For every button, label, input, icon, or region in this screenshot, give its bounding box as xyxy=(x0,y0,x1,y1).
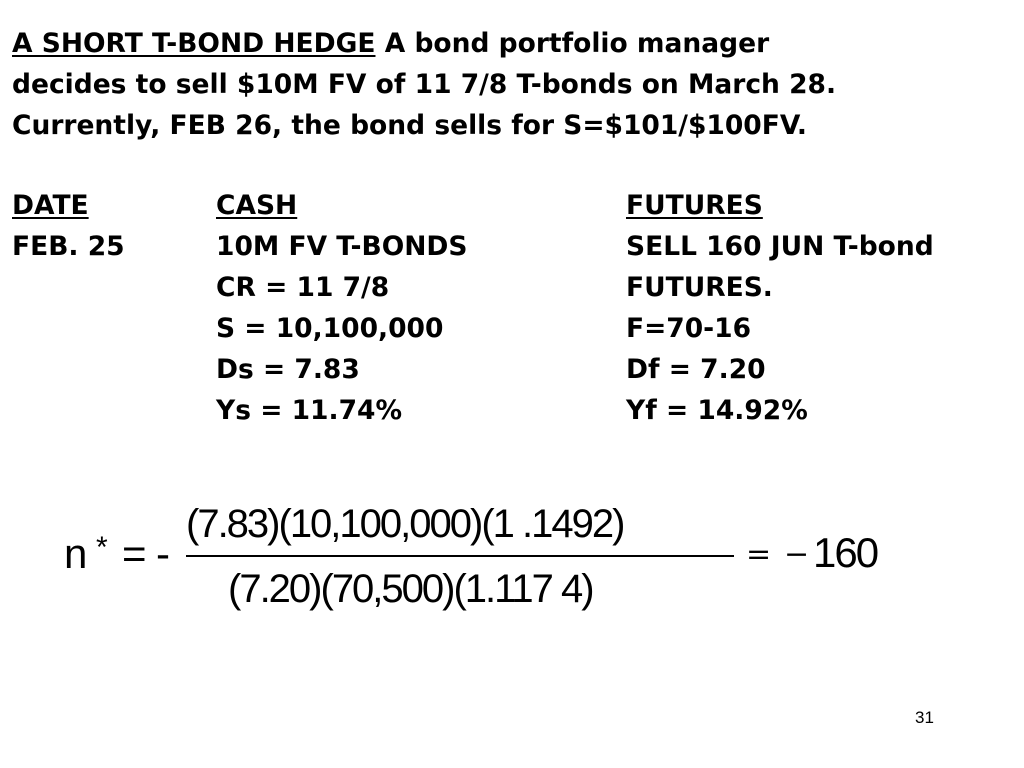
cash-line: Ds = 7.83 xyxy=(216,354,360,385)
futures-line: SELL 160 JUN T-bond xyxy=(626,231,934,262)
fraction-bar xyxy=(186,555,734,557)
formula-n: n xyxy=(64,530,86,577)
cash-line: CR = 11 7/8 xyxy=(216,272,390,303)
formula-star: * xyxy=(96,531,108,564)
formula-result-minus: − xyxy=(784,537,810,572)
formula-minus: - xyxy=(156,530,170,577)
futures-line: F=70-16 xyxy=(626,313,752,344)
page-number: 31 xyxy=(915,708,934,727)
futures-line: Df = 7.20 xyxy=(626,354,766,385)
cash-line: Ys = 11.74% xyxy=(216,395,402,426)
formula-result: 160 xyxy=(813,529,878,576)
futures-header: FUTURES xyxy=(626,190,763,221)
cash-header: CASH xyxy=(216,190,298,221)
futures-line: Yf = 14.92% xyxy=(626,395,808,426)
futures-line: FUTURES. xyxy=(626,272,773,303)
date-value: FEB. 25 xyxy=(12,231,125,262)
formula-equals: = xyxy=(122,530,147,577)
intro-line-2: decides to sell $10M FV of 11 7/8 T-bonds on March 28. xyxy=(12,69,837,100)
cash-line: S = 10,100,000 xyxy=(216,313,444,344)
cash-line: 10M FV T-BONDS xyxy=(216,231,468,262)
formula-result-equals: = xyxy=(746,537,772,572)
intro-line-3: Currently, FEB 26, the bond sells for S=$101/$100FV. xyxy=(12,110,807,141)
intro-line-1-text: A bond portfolio manager xyxy=(375,28,770,59)
slide-title: A SHORT T-BOND HEDGE xyxy=(12,28,376,59)
date-header: DATE xyxy=(12,190,89,221)
formula-numerator: (7.83)(10,100,000)(1 .1492) xyxy=(186,502,624,546)
formula-denominator: (7.20)(70,500)(1.117 4) xyxy=(228,567,593,611)
